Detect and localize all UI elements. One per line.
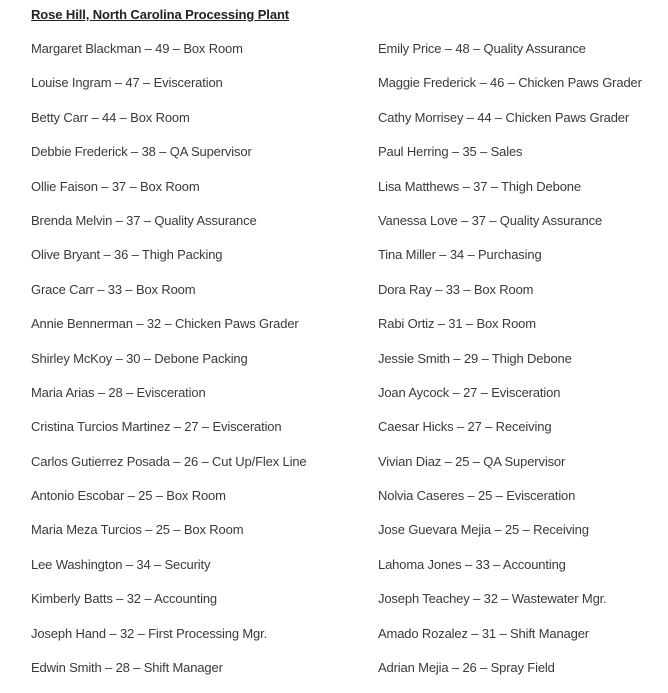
list-item: Maria Arias – 28 – Evisceration xyxy=(31,384,206,400)
list-item: Vanessa Love – 37 – Quality Assurance xyxy=(378,212,603,228)
list-item: Amado Rozalez – 31 – Shift Manager xyxy=(378,625,589,641)
list-item: Grace Carr – 33 – Box Room xyxy=(31,281,196,297)
list-item: Cristina Turcios Martinez – 27 – Evisceration xyxy=(31,419,282,435)
list-item: Cathy Morrisey – 44 – Chicken Paws Grader xyxy=(378,109,630,125)
list-item: Kimberly Batts – 32 – Accounting xyxy=(31,591,217,607)
list-item: Maggie Frederick – 46 – Chicken Paws Grader xyxy=(378,75,642,91)
list-item: Adrian Mejia – 26 – Spray Field xyxy=(378,660,555,676)
list-item: Jose Guevara Mejia – 25 – Receiving xyxy=(378,522,589,538)
list-item: Joan Aycock – 27 – Evisceration xyxy=(378,384,561,400)
list-item: Lee Washington – 34 – Security xyxy=(31,556,211,572)
list-item: Olive Bryant – 36 – Thigh Packing xyxy=(31,247,223,263)
list-item: Joseph Teachey – 32 – Wastewater Mgr. xyxy=(378,591,607,607)
left-column xyxy=(31,40,306,693)
list-item: Lahoma Jones – 33 – Accounting xyxy=(378,556,566,572)
list-item: Debbie Frederick – 38 – QA Supervisor xyxy=(31,144,252,160)
list-item: Emily Price – 48 – Quality Assurance xyxy=(378,41,586,56)
list-item: Betty Carr – 44 – Box Room xyxy=(31,109,190,125)
list-item: Carlos Gutierrez Posada – 26 – Cut Up/Flex Line xyxy=(31,453,307,469)
list-item: Shirley McKoy – 30 – Debone Packing xyxy=(31,350,248,366)
list-item: Brenda Melvin – 37 – Quality Assurance xyxy=(31,212,257,228)
list-item: Tina Miller – 34 – Purchasing xyxy=(378,247,542,263)
page-title: Rose Hill, North Carolina Processing Plant xyxy=(31,7,290,22)
right-column xyxy=(378,40,642,693)
list-item: Edwin Smith – 28 – Shift Manager xyxy=(31,660,223,676)
list-item: Caesar Hicks – 27 – Receiving xyxy=(378,419,552,435)
list-item: Annie Bennerman – 32 – Chicken Paws Grader xyxy=(31,316,299,332)
list-item: Maria Meza Turcios – 25 – Box Room xyxy=(31,522,244,538)
list-item: Joseph Hand – 32 – First Processing Mgr. xyxy=(31,625,268,641)
list-item: Vivian Diaz – 25 – QA Supervisor xyxy=(378,453,566,469)
list-item: Ollie Faison – 37 – Box Room xyxy=(31,178,200,194)
list-item: Nolvia Caseres – 25 – Evisceration xyxy=(378,488,576,504)
list-item: Louise Ingram – 47 – Evisceration xyxy=(31,75,223,91)
list-item: Paul Herring – 35 – Sales xyxy=(378,144,523,160)
list-item: Rabi Ortiz – 31 – Box Room xyxy=(378,316,536,332)
list-item: Antonio Escobar – 25 – Box Room xyxy=(31,488,226,504)
list-item: Jessie Smith – 29 – Thigh Debone xyxy=(378,350,572,366)
list-item: Lisa Matthews – 37 – Thigh Debone xyxy=(378,178,581,194)
list-item: Margaret Blackman – 49 – Box Room xyxy=(31,41,243,56)
list-item: Dora Ray – 33 – Box Room xyxy=(378,281,534,297)
